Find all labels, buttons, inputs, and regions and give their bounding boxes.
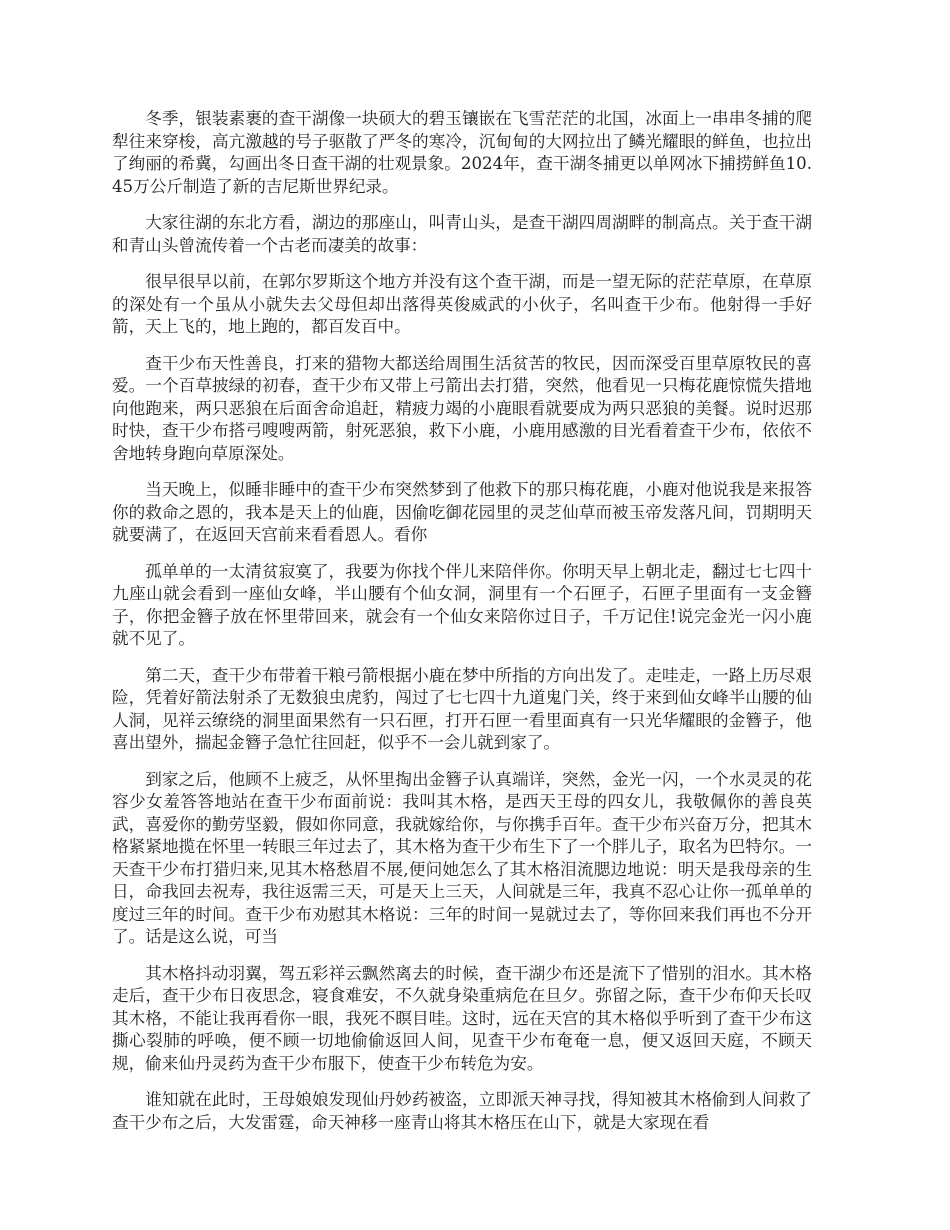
paragraph-punishment: 谁知就在此时，王母娘娘发现仙丹妙药被盗，立即派天神寻找，得知被其木格偷到人间救了查干少布之后，大发雷霆，命天神移一座青山将其木格压在山下，就是大家现在看 xyxy=(112,1090,812,1132)
paragraph-golden-hairpin: 孤单单的一太清贫寂寞了，我要为你找个伴儿来陪伴你。你明天早上朝北走，翻过七七四十九座山就会看到一座仙女峰，半山腰有个仙女洞，洞里有一个石匣子，石匣子里面有一支金簪子，你把金簪子放在怀里带回来，就会有一个仙女来陪你过日子，千万记住!说完金光一闪小鹿就不见了。 xyxy=(112,561,812,648)
paragraph-farewell: 其木格抖动羽翼，驾五彩祥云飘然离去的时候，查干湖少布还是流下了惜别的泪水。其木格走后，查干少布日夜思念，寝食难安，不久就身染重病危在旦夕。弥留之际，查干少布仰天长叹其木格，不能让我再看你一眼，我死不瞑目哇。这时，远在天宫的其木格似乎听到了查干少布这撕心裂肺的呼唤，便不顾一切地偷偷返回人间，见查干少布奄奄一息，便又返回天庭，不顾天规，偷来仙丹灵药为查干少布服下，使查干少布转危为安。 xyxy=(112,963,812,1073)
paragraph-journey: 第二天，查干少布带着干粮弓箭根据小鹿在梦中所指的方向出发了。走哇走，一路上历尽艰险，凭着好箭法射杀了无数狼虫虎豹，闯过了七七四十九道鬼门关，终于来到仙女峰半山腰的仙人洞，见祥云缭绕的洞里面果然有一只石匣，打开石匣一看里面真有一只光华耀眼的金簪子，他喜出望外，揣起金簪子急忙往回赶，似乎不一会儿就到家了。 xyxy=(112,665,812,752)
document-page xyxy=(112,108,812,1148)
paragraph-deer-rescue: 查干少布天性善良，打来的猎物大都送给周围生活贫苦的牧民，因而深受百里草原牧民的喜爱。一个百草披绿的初春，查干少布又带上弓箭出去打猎，突然，他看见一只梅花鹿惊慌失措地向他跑来，两只恶狼在后面舍命追赶，精疲力竭的小鹿眼看就要成为两只恶狼的美餐。说时迟那时快，查干少布搭弓嗖嗖两箭，射死恶狼，救下小鹿，小鹿用感激的目光看着查干少布，依依不舍地转身跑向草原深处。 xyxy=(112,353,812,463)
paragraph-dream: 当天晚上，似睡非睡中的查干少布突然梦到了他救下的那只梅花鹿，小鹿对他说我是来报答你的救命之恩的，我本是天上的仙鹿，因偷吃御花园里的灵芝仙草而被玉帝发落凡间，罚期明天就要满了，在返回天宫前来看看恩人。看你 xyxy=(112,480,812,544)
paragraph-qimuge: 到家之后，他顾不上疲乏，从怀里掏出金簪子认真端详，突然，金光一闪，一个水灵灵的花容少女羞答答地站在查干少布面前说：我叫其木格，是西天王母的四女儿，我敬佩你的善良英武，喜爱你的勤劳坚毅，假如你同意，我就嫁给你，与你携手百年。查干少布兴奋万分，把其木格紧紧地揽在怀里一转眼三年过去了，其木格为查干少布生下了一个胖儿子，取名为巴特尔。一天查干少布打猎归来,见其木格愁眉不展,便问她怎么了其木格泪流腮边地说：明天是我母亲的生日，命我回去祝寿，我往返需三天，可是天上三天，人间就是三年，我真不忍心让你一孤单单的度过三年的时间。查干少布劝慰其木格说：三年的时间一晃就过去了，等你回来我们再也不分开了。话是这么说，可当 xyxy=(112,769,812,946)
paragraph-qingshantou: 大家往湖的东北方看，湖边的那座山，叫青山头，是查干湖四周湖畔的制高点。关于查干湖和青山头曾流传着一个古老而凄美的故事： xyxy=(112,213,812,255)
paragraph-winter-fishing: 冬季，银装素裹的查干湖像一块硕大的碧玉镶嵌在飞雪茫茫的北国，冰面上一串串冬捕的爬犁往来穿梭，高亢激越的号子驱散了严冬的寒冷，沉甸甸的大网拉出了鳞光耀眼的鲜鱼，也拉出了绚丽的希冀，勾画出冬日查干湖的壮观景象。2024年，查干湖冬捕更以单网冰下捕捞鲜鱼10.45万公斤制造了新的吉尼斯世界纪录。 xyxy=(112,109,812,196)
paragraph-story-intro: 很早很早以前，在郭尔罗斯这个地方并没有这个查干湖，而是一望无际的茫茫草原，在草原的深处有一个虽从小就失去父母但却出落得英俊威武的小伙子，名叫查干少布。他射得一手好箭，天上飞的，地上跑的，都百发百中。 xyxy=(112,272,812,336)
